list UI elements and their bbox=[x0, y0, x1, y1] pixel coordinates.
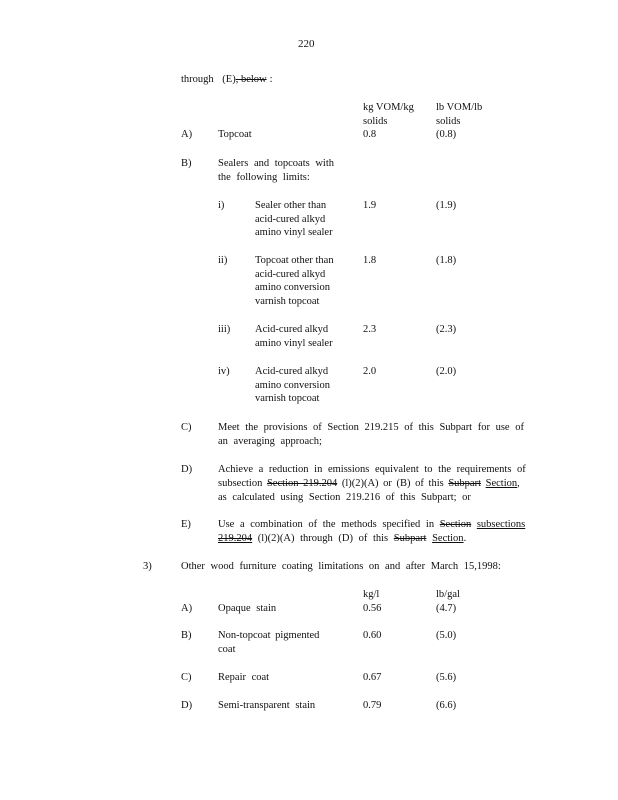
header-lb-gal: lb/gal bbox=[436, 589, 460, 600]
section-3-label: 3) bbox=[143, 561, 152, 572]
sub-i-label: i) bbox=[218, 200, 225, 211]
sub-iii-lb: (2.3) bbox=[436, 324, 457, 335]
item-a-kg: 0.8 bbox=[363, 129, 377, 140]
page-number: 220 bbox=[298, 38, 315, 50]
item-e-l2-c: . bbox=[463, 533, 467, 544]
sub-iv-line: amino conversion bbox=[255, 379, 330, 391]
item-d-line3: as calculated using Section 219.216 of this Subpart; or bbox=[218, 492, 471, 503]
item-d-line1: Achieve a reduction in emissions equivalent to the requirements of bbox=[218, 464, 526, 475]
sub-ii-line: varnish topcoat bbox=[255, 295, 320, 307]
item-d-l2-b: (l)(2)(A) or (B) of this bbox=[341, 478, 449, 489]
item-c-line1: Meet the provisions of Section 219.215 of this Subpart for use of bbox=[218, 422, 524, 433]
s3-a-label: A) bbox=[181, 603, 193, 614]
sub-iii-label: iii) bbox=[218, 324, 231, 335]
sub-iii-line: amino vinyl sealer bbox=[255, 337, 333, 349]
sub-iv-line: Acid-cured alkyd bbox=[255, 366, 329, 377]
sub-iv-text bbox=[255, 365, 330, 406]
item-d-line2 bbox=[218, 477, 520, 491]
sub-iii-text bbox=[255, 323, 333, 350]
s3-b-text bbox=[218, 629, 319, 656]
item-d-l2-strike2: Subpart bbox=[448, 478, 482, 489]
sub-ii-text bbox=[255, 254, 334, 308]
item-b-label: B) bbox=[181, 158, 192, 169]
item-e-l2-b: (l)(2)(A) through (D) of this bbox=[257, 533, 394, 544]
s3-c-label: C) bbox=[181, 672, 192, 683]
s3-c-lb: (5.6) bbox=[436, 672, 457, 683]
sub-iv-lb: (2.0) bbox=[436, 366, 457, 377]
s3-c-kg: 0.67 bbox=[363, 672, 382, 683]
item-d-l2-c: , bbox=[517, 478, 520, 489]
item-c-line2: an averaging approach; bbox=[218, 436, 322, 447]
s3-d-lb: (6.6) bbox=[436, 700, 457, 711]
sub-ii-label: ii) bbox=[218, 255, 228, 266]
item-d-l2-ins: Section bbox=[485, 478, 518, 489]
sub-i-lb: (1.9) bbox=[436, 200, 457, 211]
item-e-l1-a: Use a combination of the methods specified in bbox=[218, 519, 440, 530]
sub-iv-line: varnish topcoat bbox=[255, 393, 320, 404]
item-d-l2-a: subsection bbox=[218, 478, 267, 489]
item-a-lb: (0.8) bbox=[436, 129, 457, 140]
item-e-label: E) bbox=[181, 519, 191, 530]
sub-i-line: Sealer other than bbox=[255, 200, 327, 211]
sub-iv-kg: 2.0 bbox=[363, 366, 377, 377]
sub-iii-line: Acid-cured alkyd bbox=[255, 324, 329, 335]
s3-b-lb: (5.0) bbox=[436, 630, 457, 641]
intro-deleted: , below bbox=[235, 74, 267, 85]
header-lb-unit: solids bbox=[436, 116, 461, 127]
s3-a-lb: (4.7) bbox=[436, 603, 457, 614]
s3-b-line: coat bbox=[218, 643, 236, 655]
intro-colon: : bbox=[269, 74, 273, 85]
intro-ref: (E) bbox=[222, 74, 236, 85]
sub-i-kg: 1.9 bbox=[363, 200, 377, 211]
item-e-l1-strike: Section bbox=[439, 519, 472, 530]
sub-ii-lb: (1.8) bbox=[436, 255, 457, 266]
s3-d-label: D) bbox=[181, 700, 193, 711]
sub-ii-kg: 1.8 bbox=[363, 255, 377, 266]
item-e-line2 bbox=[218, 532, 466, 546]
item-c-label: C) bbox=[181, 422, 192, 433]
s3-d-text: Semi-transparent stain bbox=[218, 700, 316, 711]
item-d-l2-strike: Section 219.204 bbox=[266, 478, 338, 489]
sub-i-line: acid-cured alkyd bbox=[255, 213, 326, 225]
sub-i-line: amino vinyl sealer bbox=[255, 227, 333, 238]
section-3-text: Other wood furniture coating limitations on and after March 15,1998: bbox=[181, 561, 501, 572]
item-e-line1 bbox=[218, 518, 525, 532]
intro-through: through bbox=[181, 74, 214, 85]
item-a-label: A) bbox=[181, 129, 193, 140]
s3-b-kg: 0.60 bbox=[363, 630, 382, 641]
item-d-label: D) bbox=[181, 464, 193, 475]
s3-a-kg: 0.56 bbox=[363, 603, 382, 614]
s3-b-line: Non-topcoat pigmented bbox=[218, 630, 320, 641]
item-e-l2-strike-u: 219.204 bbox=[218, 533, 253, 544]
s3-b-label: B) bbox=[181, 630, 192, 641]
sub-iii-kg: 2.3 bbox=[363, 324, 377, 335]
item-b-text: Sealers and topcoats with the following limits: bbox=[218, 158, 335, 183]
s3-d-kg: 0.79 bbox=[363, 700, 382, 711]
sub-i-text bbox=[255, 199, 333, 240]
s3-a-text: Opaque stain bbox=[218, 603, 277, 614]
s3-c-text: Repair coat bbox=[218, 672, 270, 683]
intro-line bbox=[181, 73, 273, 87]
item-e-l1-ins: subsections bbox=[476, 519, 526, 530]
header-kg-l: kg/l bbox=[363, 589, 380, 600]
header-kg-unit: solids bbox=[363, 116, 388, 127]
sub-iv-label: iv) bbox=[218, 366, 230, 377]
item-e-l2-ins: Section bbox=[432, 533, 464, 544]
header-lb-vom: lb VOM/lb bbox=[436, 102, 483, 113]
sub-ii-line: Topcoat other than bbox=[255, 255, 334, 266]
sub-ii-line: acid-cured alkyd bbox=[255, 268, 326, 280]
header-kg-vom: kg VOM/kg bbox=[363, 102, 414, 113]
item-a-text: Topcoat bbox=[218, 129, 252, 140]
sub-ii-line: amino conversion bbox=[255, 282, 330, 293]
item-e-l2-strike2: Subpart bbox=[393, 533, 427, 544]
